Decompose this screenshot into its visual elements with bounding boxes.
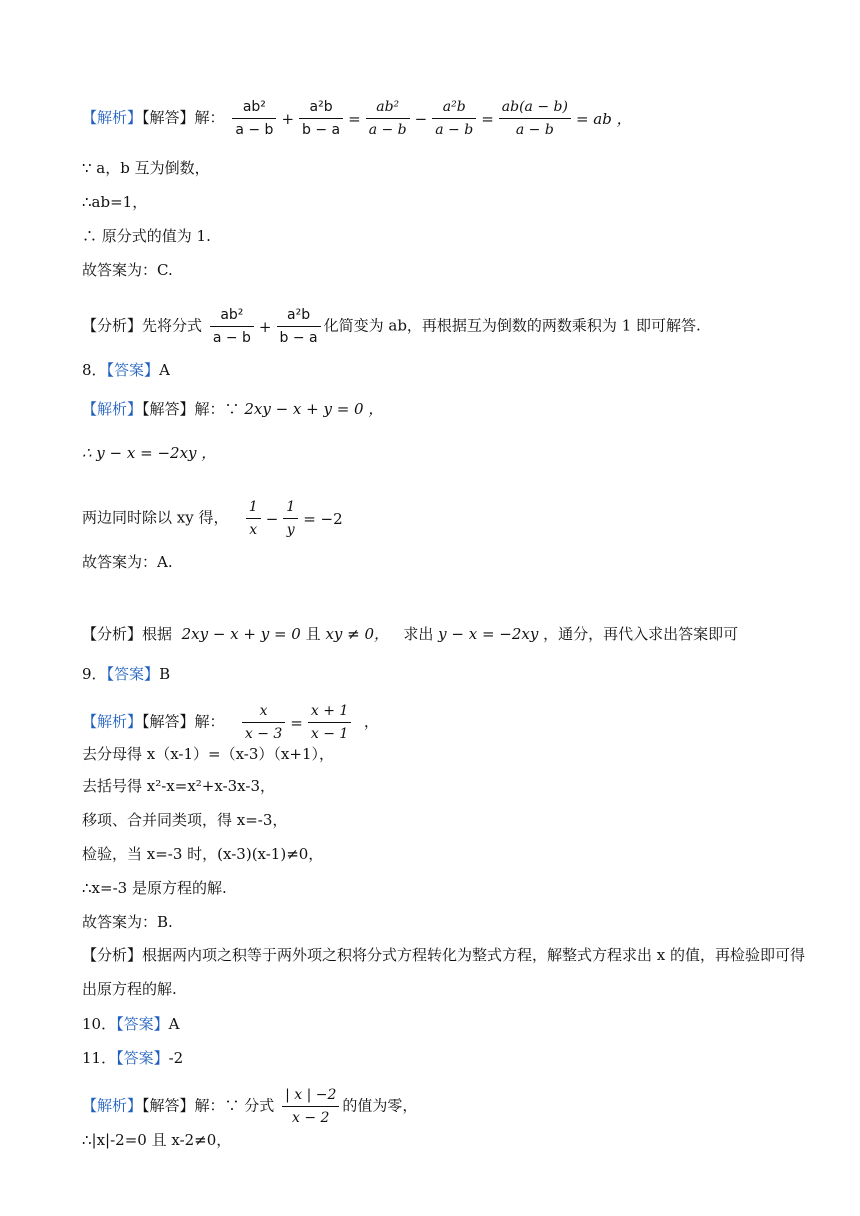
text-line: 移项、合并同类项，得 x=-3， [82,811,288,829]
analysis-tag: 【解析】 [82,108,143,127]
text-line: ∴|x|-2=0 且 x-2≠0， [82,1131,232,1149]
text-line: ∴ 原分式的值为 1. [82,227,211,245]
fraction: $\frac{x + 1}{x - 1}$ [308,702,351,743]
q9-analysis-paragraph: 【分析】根据两内项之积等于两外项之积将分式方程转化为整式方程，解整式方程求出 x 的值，再检验即可得出原方程的解. [82,946,806,998]
fraction: $\frac{\text{ab²}}{a - b}$ [232,98,276,139]
q8-solution-line: 【解析】【解答】解：∵ 2xy − x + y = 0 ， [82,400,384,418]
q11-answer-line: 11．【答案】-2 [82,1049,184,1067]
answer-tag: 【答案】 [116,1015,169,1033]
fraction: $\frac{\text{a²b}}{a - b}$ [432,98,476,139]
text-line: 去分母得 x（x-1）=（x-3）（x+1）， [82,745,334,763]
q8-answer-line: 8．【答案】A [82,361,170,379]
analysis-label: 【分析】 [82,316,143,335]
q8-divide-line: 两边同时除以 xy 得， $\frac{1}{x}$ − $\frac{1}{y}$ = −2 [82,499,343,538]
fraction: $\frac{1}{y}$ [283,498,298,539]
q8-analysis-line: 【分析】根据 2xy − x + y = 0 且 xy ≠ 0， 求出 y − x = −2xy ，通分，再代入求出答案即可 [82,625,739,643]
answer-value: -2 [168,1049,184,1067]
answer-value: B [159,665,171,683]
fraction: $\frac{\text{ab²}}{a - b}$ [210,306,254,347]
text-line: 故答案为：C. [82,261,173,279]
text-line: 故答案为：A. [82,553,173,571]
fraction: $\frac{| x | -2}{x - 2}$ [282,1086,339,1127]
fraction: $\frac{\text{a²b}}{b - a}$ [299,98,343,139]
answer-tag: 【答案】 [106,361,160,379]
answer-value: A [168,1015,180,1033]
fraction: $\frac{\text{a²b}}{b - a}$ [277,306,321,347]
text-line: 检验，当 x=-3 时，(x-3)(x-1)≠0， [82,845,324,863]
fraction: $\frac{1}{x}$ [246,498,261,539]
q10-answer-line: 10．【答案】A [82,1015,180,1033]
q11-solution-line: 【解析】【解答】解：∵ 分式 $\frac{| x | -2}{x - 2}$ 的值为零， [82,1087,418,1126]
text-line: ∵ a，b 互为倒数， [82,159,210,177]
fraction: $\frac{\text{ab²}}{a - b}$ [366,98,410,139]
q9-answer-line: 9．【答案】B [82,665,171,683]
text-line: ∴x=-3 是原方程的解. [82,879,227,897]
fraction: $\frac{ab(a - b)}{a - b}$ [499,98,571,139]
text-line: ∴ab=1， [82,193,148,211]
solve-prefix: 解： [194,108,225,127]
answer-tag: 【答案】 [116,1049,169,1067]
q7-solution-line: 【解析】【解答】解： $\frac{\text{ab²}}{a - b}$ + $\frac{\text{a²b}}{b - a}$ = $\frac{\text{ab²}}{a - b}$ − $\frac{\text{a²b}}{a - b}$ = $\frac{ab(a - b)}{a - b}$ = ab ， [82,99,632,138]
fraction: $\frac{x}{x - 3}$ [242,702,285,743]
answer-value: A [159,361,170,379]
text-line: 去括号得 x²-x=x²+x-3x-3， [82,777,275,795]
answer-tag: 【答案】 [106,665,160,683]
result: = ab ， [575,109,632,128]
solution-tag: 【解答】 [142,108,195,127]
q7-analysis-line: 【分析】先将分式 $\frac{\text{ab²}}{a - b}$ + $\frac{\text{a²b}}{b - a}$ 化简变为 ab，再根据互为倒数的两数乘积为 1 即可解答. [82,307,701,346]
text-line: ∴ y − x = −2xy ， [82,444,217,462]
q9-solution-line: 【解析】【解答】解： $\frac{x}{x - 3}$ = $\frac{x + 1}{x - 1}$ ， [82,703,379,742]
text-line: 故答案为：B. [82,913,173,931]
